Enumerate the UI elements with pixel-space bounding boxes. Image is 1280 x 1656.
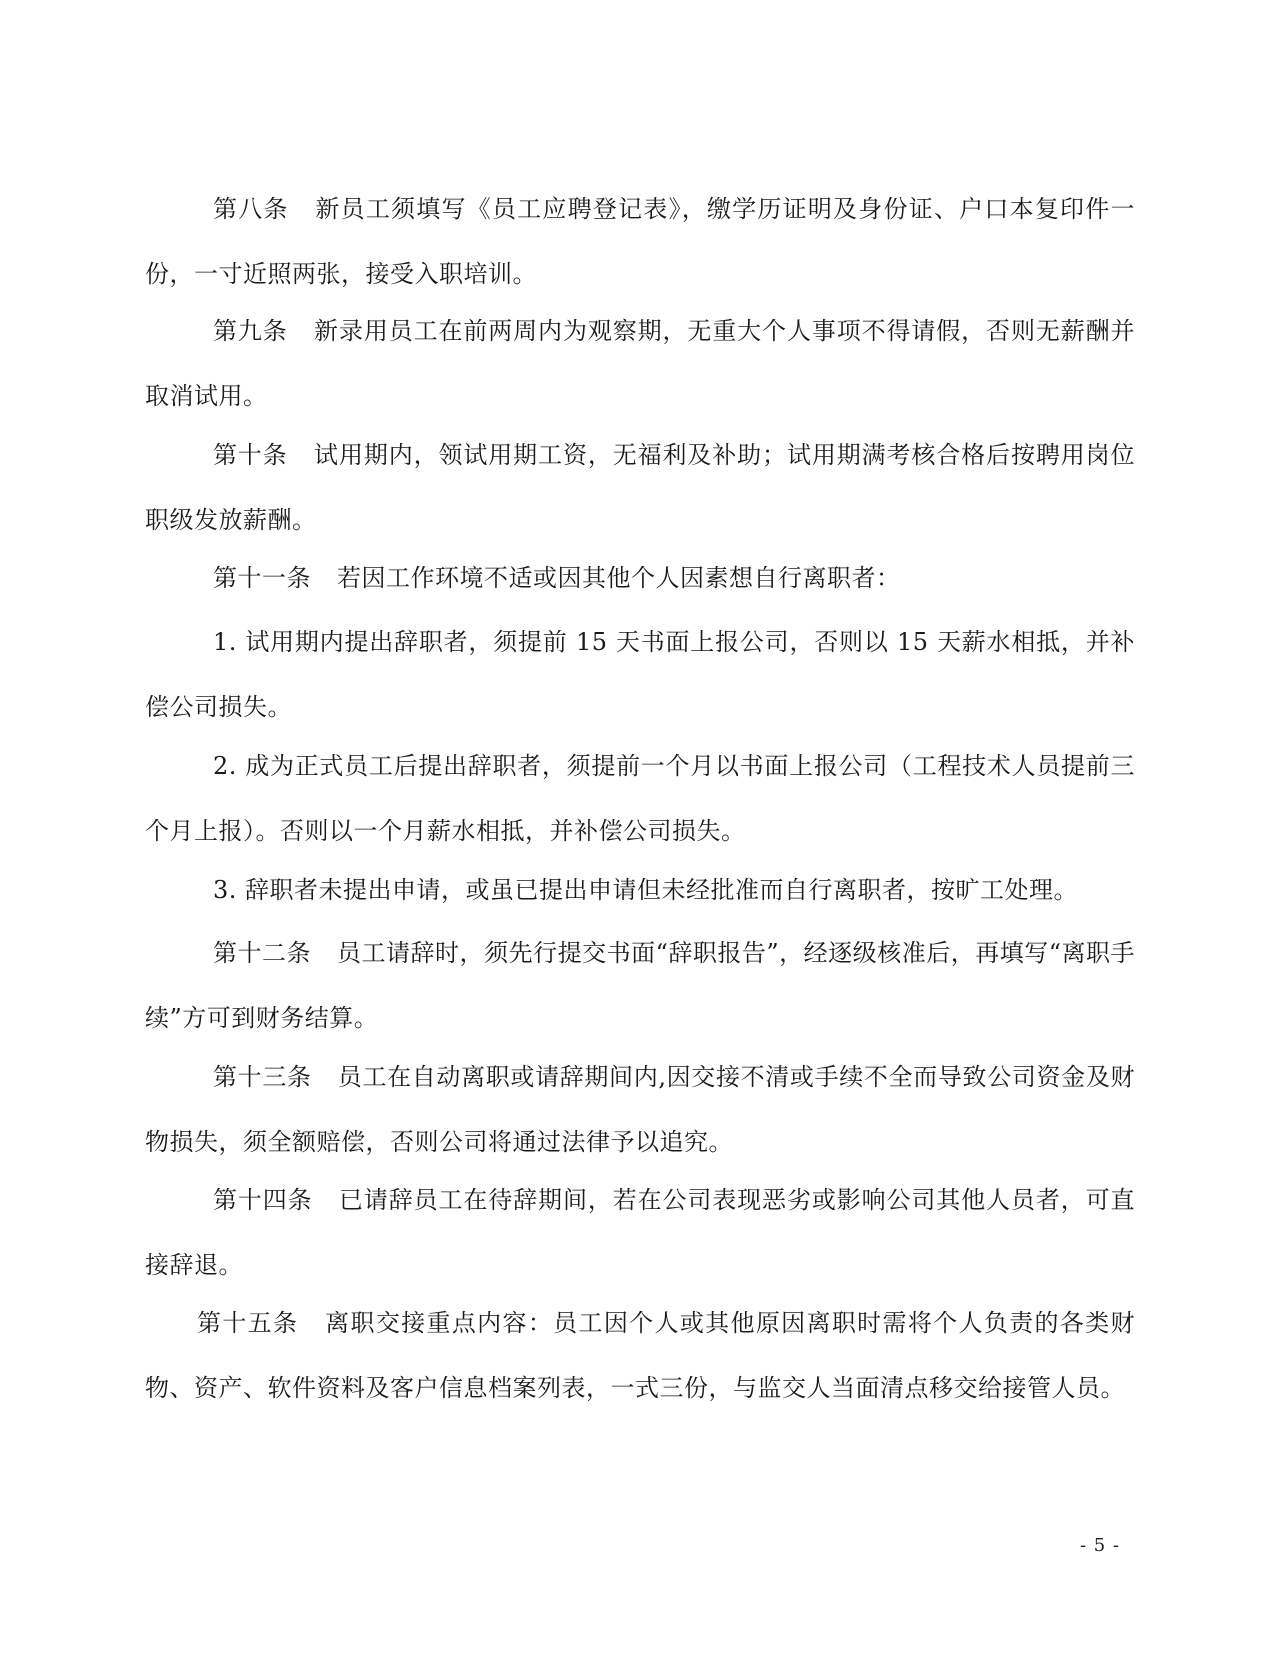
article-label: 第十条 — [213, 441, 288, 469]
item-text: 2. 成为正式员工后提出辞职者，须提前一个月以书面上报公司（工程技术人员提前三个月上报）。否则以一个月薪水相抵，并补偿公司损失。 — [145, 752, 1135, 845]
item-text: 1. 试用期内提出辞职者，须提前 15 天书面上报公司，否则以 15 天薪水相抵，并补偿公司损失。 — [145, 628, 1135, 721]
article-13 — [145, 1045, 1135, 1175]
article-11-item-2 — [145, 734, 1135, 864]
article-text: 新录用员工在前两周内为观察期，无重大个人事项不得请假，否则无薪酬并取消试用。 — [145, 317, 1136, 410]
article-label: 第十五条 — [197, 1309, 299, 1337]
article-label: 第十四条 — [213, 1186, 313, 1214]
article-label: 第九条 — [213, 317, 288, 345]
article-text: 试用期内，领试用期工资，无福利及补助；试用期满考核合格后按聘用岗位职级发放薪酬。 — [145, 441, 1136, 534]
page-number: - 5 - — [1079, 1535, 1120, 1556]
article-9 — [145, 299, 1135, 429]
article-text: 员工在自动离职或请辞期间内,因交接不清或手续不全而导致公司资金及财物损失，须全额赔偿，否则公司将通过法律予以追究。 — [145, 1063, 1135, 1156]
article-text: 若因工作环境不适或因其他个人因素想自行离职者： — [337, 564, 901, 592]
article-10 — [145, 423, 1135, 553]
item-text: 3. 辞职者未提出申请，或虽已提出申请但未经批准而自行离职者，按旷工处理。 — [213, 876, 1079, 904]
article-text: 离职交接重点内容：员工因个人或其他原因离职时需将个人负责的各类财物、资产、软件资料及客户信息档案列表，一式三份，与监交人当面清点移交给接管人员。 — [145, 1309, 1136, 1402]
article-text: 新员工须填写《员工应聘登记表》，缴学历证明及身份证、户口本复印件一份，一寸近照两张，接受入职培训。 — [145, 195, 1136, 288]
article-11-item-1 — [145, 610, 1135, 740]
article-label: 第十二条 — [213, 939, 312, 967]
article-11 — [145, 546, 1135, 611]
article-15 — [145, 1291, 1135, 1421]
article-12 — [145, 921, 1135, 1051]
article-11-item-3 — [145, 858, 1135, 923]
article-text: 已请辞员工在待辞期间，若在公司表现恶劣或影响公司其他人员者，可直接辞退。 — [145, 1186, 1136, 1279]
article-label: 第十三条 — [213, 1063, 312, 1091]
article-label: 第八条 — [213, 195, 289, 223]
article-text: 员工请辞时，须先行提交书面“辞职报告”，经逐级核准后，再填写“离职手续”方可到财务结算。 — [145, 939, 1136, 1032]
article-14 — [145, 1168, 1135, 1298]
article-8 — [145, 177, 1135, 307]
article-label: 第十一条 — [213, 564, 311, 592]
